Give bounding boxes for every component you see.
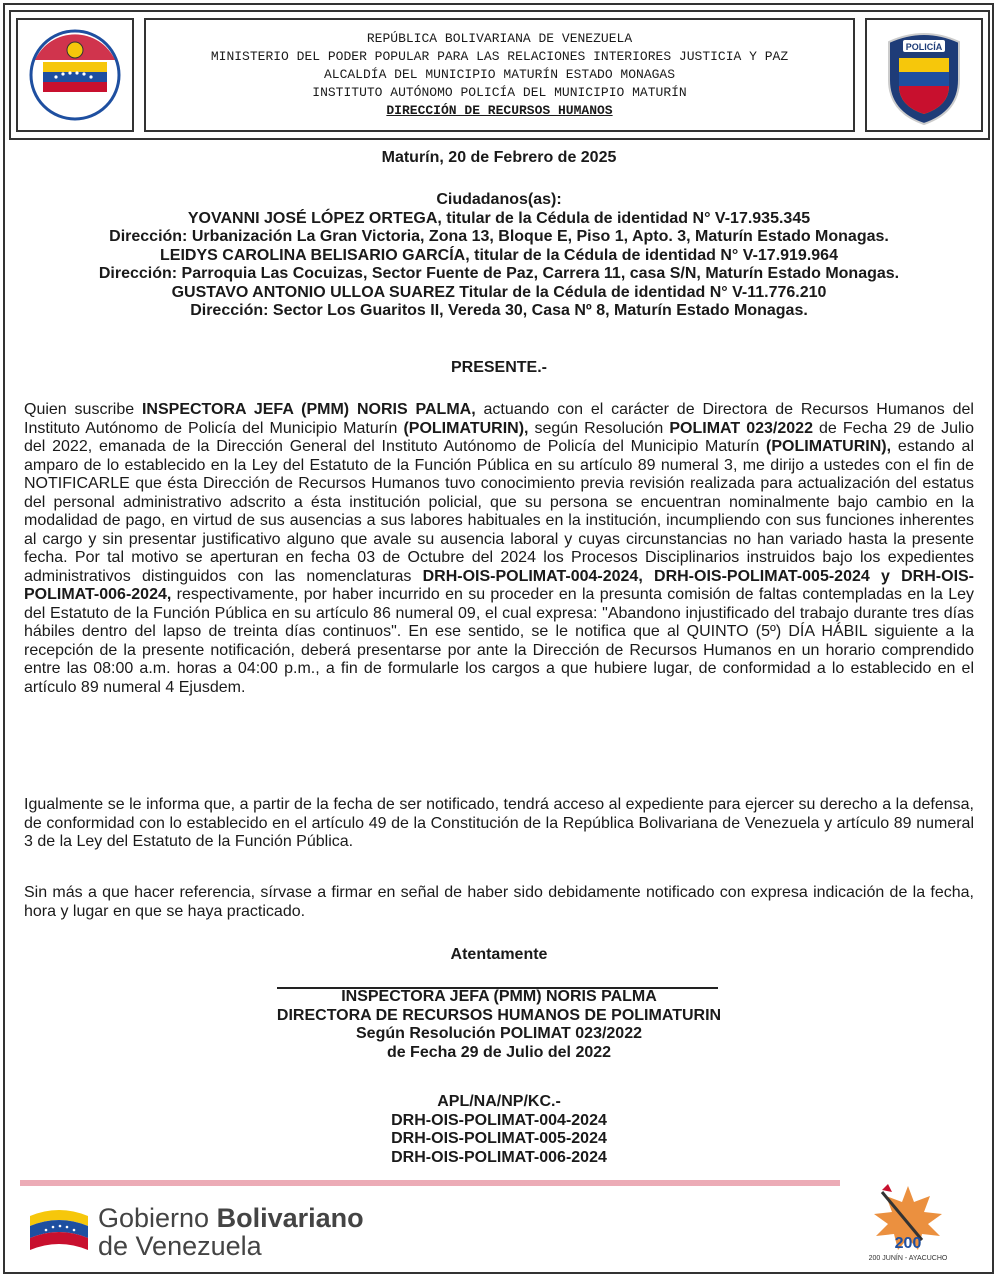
p1-text-5: estando al amparo de lo establecido en la Ley del Estatuto de la Función Pública en su artículo 89 numeral 3, me dirijo a ustedes con el fin de NOTIFICARLE que ésta Dirección de Recursos Humanos tuvo conocimiento previa revisión realizada para actualización del estatus del personal administrativo adscrito a ésta institución policial, que su persona se encuentran nominalmente bajo cambio en la modalidad de pago, en virtud de sus ausencias a sus labores habituales en la institución, incumpliendo con sus funciones inherentes al cargo y sin presentar justificativo alguno que avale su ausencia laboral y cuyas circunstancias no han variado hasta la presente fecha. Por tal motivo se aperturan en fecha 03 de Octubre del 2024 los Procesos Disciplinarios instruidos bajo los expedientes administrativos distinguidos con las nomenclaturas [24,438,975,585]
signer-name: INSPECTORA JEFA (PMM) NORIS PALMA [341,988,657,1005]
letterhead-department: DIRECCIÓN DE RECURSOS HUMANOS [386,103,613,118]
recipient-1-name: YOVANNI JOSÉ LÓPEZ ORTEGA, titular de la Cédula de identidad N° V-17.935.345 [187,209,811,227]
recipients-block [24,191,974,321]
signer-resolution-date: de Fecha 29 de Julio del 2022 [386,1043,612,1061]
footer [20,1180,980,1268]
closing: Atentamente [450,946,548,963]
gov-word-venezuela: de Venezuela [98,1231,262,1261]
p1-text-2: actuando con el carácter de Directora de Recursos Humanos del Instituto Autónomo de Policía del Municipio Maturín [24,401,974,437]
initials: APL/NA/NP/KC.- [437,1093,561,1110]
svg-text:POLICÍA: POLICÍA [905,42,943,52]
case-ref-006: DRH-OIS-POLIMAT-006-2024 [391,1148,607,1166]
p2-text: Igualmente se le informa que, a partir de la fecha de ser notificado, tendrá acceso al expediente para ejercer su derecho a la defensa, de conformidad con lo establecido en el artículo 49 de la Constitución de la República Bolivariana de Venezuela y artículo 89 numeral 3 de la Ley del Estatuto de la Función Pública. [24,796,974,850]
gov-word-gobierno: Gobierno [98,1203,217,1233]
police-shield-icon [867,20,981,130]
recipient-3-name: GUSTAVO ANTONIO ULLOA SUAREZ Titular de la Cédula de identidad N° V-11.776.210 [171,283,827,301]
letterhead-line-alcaldia: ALCALDÍA DEL MUNICIPIO MATURÍN ESTADO MONAGAS [323,67,676,82]
signature-block [24,988,974,1062]
recipients-heading: Ciudadanos(as): [436,191,562,208]
gov-word-bolivariano: Bolivariano [216,1203,364,1233]
letterhead-line-republic: REPÚBLICA BOLIVARIANA DE VENEZUELA [366,31,633,46]
p1-text-6: respectivamente, por haber incurrido en su proceder en la presunta comisión de faltas contempladas en la Ley del Estatuto de la Función Pública en su artículo 86 numeral 09, el cual expresa: "Abandono injustificado del trabajo durante tres días hábiles dentro del lapso de treinta días continuos". En ese sentido, se le notifica que al QUINTO (5º) DÍA HÁBIL siguiente a la recepción de la presente notificación, deberá presentarse por ante la Dirección de Recursos Humanos en un horario comprendido entre las 08:00 a.m. horas a 04:00 p.m., a fin de formularle los cargos a que hubiere lugar, de conformidad a lo establecido en el artículo 89 numeral 4 Ejusdem. [24,586,974,696]
p1-text-1: Quien suscribe [24,401,142,418]
footer-stripe [20,1180,840,1186]
notification-paragraph-2 [24,796,974,852]
p1-polimaturin-1: (POLIMATURIN), [403,419,529,437]
case-ref-004: DRH-OIS-POLIMAT-004-2024 [391,1111,607,1129]
presente-heading: PRESENTE.- [450,359,547,376]
letterhead-line-institute: INSTITUTO AUTÓNOMO POLICÍA DEL MUNICIPIO MATURÍN [312,85,687,100]
recipient-1-address: Dirección: Urbanización La Gran Victoria, Zona 13, Bloque E, Piso 1, Apto. 3, Maturín Estado Monagas. [109,228,889,245]
signer-resolution: Según Resolución POLIMAT 023/2022 [356,1025,642,1042]
p1-text-3: según Resolución [528,419,670,437]
p3-text: Sin más a que hacer referencia, sírvase a firmar en señal de haber sido debidamente notificado con expresa indicación de la fecha, hora y lugar en que se haya practicado. [24,884,974,920]
letterhead-line-ministry: MINISTERIO DEL PODER POPULAR PARA LAS RELACIONES INTERIORES JUSTICIA Y PAZ [210,49,789,64]
p1-signer: INSPECTORA JEFA (PMM) NORIS PALMA, [141,401,476,418]
p1-case-numbers: DRH-OIS-POLIMAT-004-2024, DRH-OIS-POLIMAT-005-2024 y DRH-OIS-POLIMAT-006-2024, [24,567,975,603]
police-logo [865,18,983,132]
ministry-logo [16,18,134,132]
place-date: Maturín, 20 de Febrero de 2025 [381,149,617,166]
p1-resolution: POLIMAT 023/2022 [669,419,813,437]
venezuela-flag-icon [26,1202,92,1258]
notification-paragraph-1 [24,401,974,697]
recipient-2-name: LEIDYS CAROLINA BELISARIO GARCÍA, titular de la Cédula de identidad N° V-17.919.964 [160,246,838,264]
case-ref-005: DRH-OIS-POLIMAT-005-2024 [391,1130,607,1147]
p1-polimaturin-2: (POLIMATURIN), [766,438,892,455]
government-brand [98,1204,364,1260]
bicentennial-logo-icon [862,1182,954,1266]
ministry-seal-icon [18,20,132,130]
p1-text-4: de Fecha 29 de Julio del 2022, emanada de la Dirección General del Instituto Autónomo de Policía del Municipio Maturín [24,419,974,455]
notification-paragraph-3 [24,884,974,921]
signer-title: DIRECTORA DE RECURSOS HUMANOS DE POLIMATURIN [276,1006,722,1024]
letterhead [144,18,855,132]
bicentennial-caption: 200 JUNÍN - AYACUCHO [868,1255,948,1262]
recipient-3-address: Dirección: Sector Los Guaritos II, Vereda 30, Casa Nº 8, Maturín Estado Monagas. [190,302,808,319]
reference-block [24,1093,974,1167]
svg-text:200: 200 [894,1235,922,1252]
recipient-2-address: Dirección: Parroquia Las Cocuizas, Sector Fuente de Paz, Carrera 11, casa S/N, Maturín Estado Monagas. [98,265,900,282]
